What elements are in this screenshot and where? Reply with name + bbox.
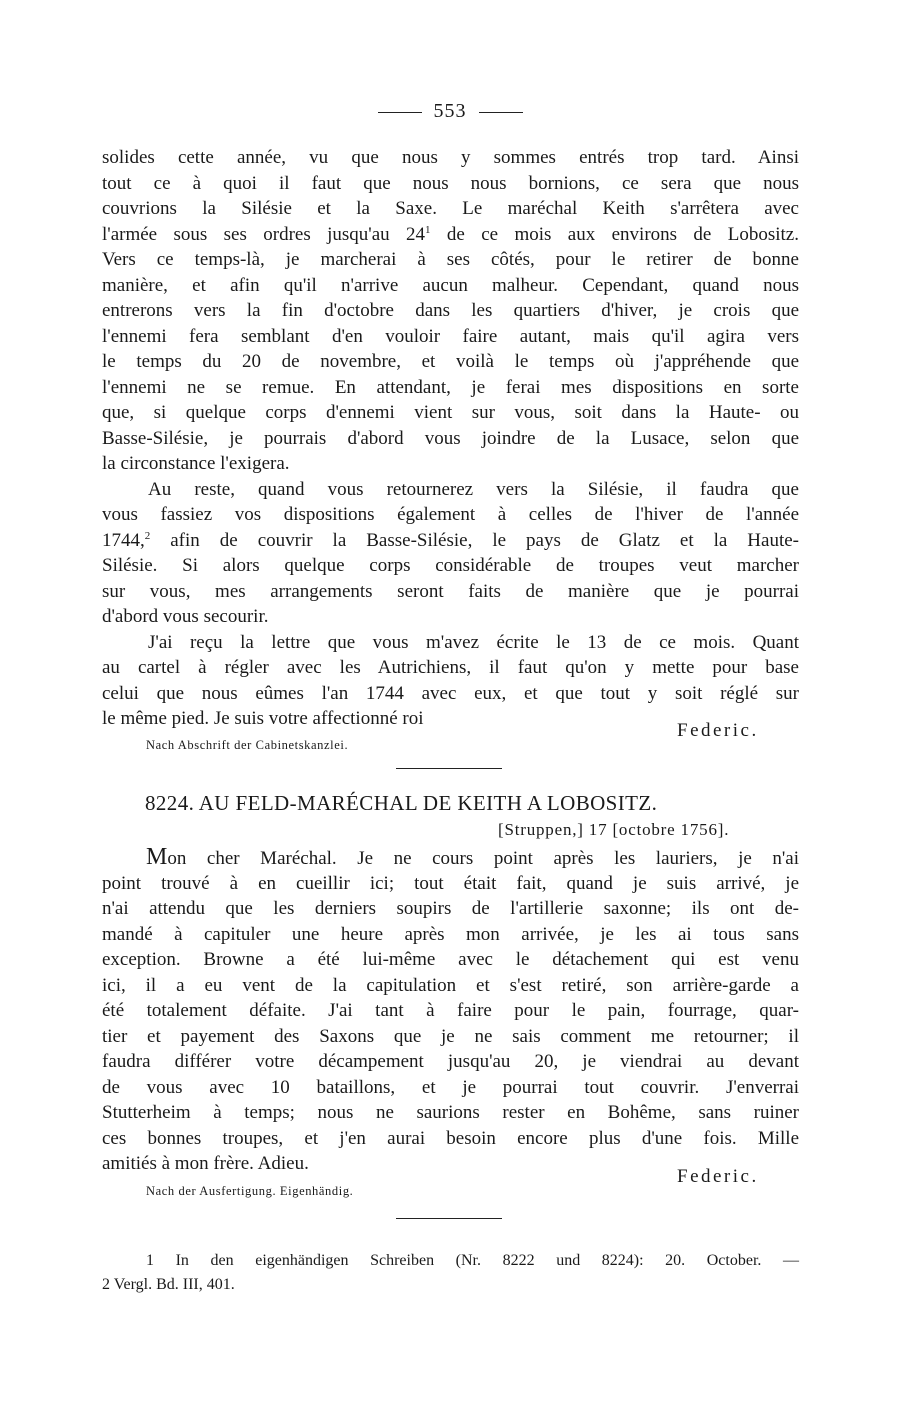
text-line: ici, il a eu vent de la capitulation et s'est retiré, son arrière-garde a <box>102 974 799 996</box>
letter-heading: 8224. AU FELD-MARÉCHAL DE KEITH A LOBOSITZ. <box>145 791 658 815</box>
footnotes <box>102 1249 799 1297</box>
page-number: 553 <box>0 100 900 123</box>
text-line: n'ai attendu que les derniers soupirs de l'artillerie saxonne; ils ont de- <box>102 898 799 919</box>
letter-body-2 <box>102 845 799 1177</box>
source-note-2: Nach der Ausfertigung. Eigenhändig. <box>146 1184 354 1198</box>
text-line: couvrions la Silésie et la Saxe. Le maréchal Keith s'arrêtera avec <box>102 198 799 219</box>
text-line: entrerons vers la fin d'octobre dans les quartiers d'hiver, je crois que <box>102 300 799 321</box>
text-line: Basse-Silésie, je pourrais d'abord vous joindre de la Lusace, selon que <box>102 427 799 449</box>
text-line: de vous avec 10 bataillons, et je pourrai tout couvrir. J'enverrai <box>102 1076 799 1098</box>
footnote-ref-1: 1 <box>425 223 431 236</box>
page-number-dash-right <box>479 112 523 113</box>
text-line: l'ennemi ne se remue. En attendant, je ferai mes dispositions en sorte <box>102 376 799 398</box>
text-line: sur vous, mes arrangements seront faits de manière que je pourrai <box>102 580 799 602</box>
footnote-1: 1 In den eigenhändigen Schreiben (Nr. 8222 und 8224): 20. October. — <box>146 1252 799 1269</box>
source-note-1: Nach Abschrift der Cabinetskanzlei. <box>146 738 349 752</box>
footnote-ref-2: 2 <box>144 529 151 542</box>
section-divider-2 <box>396 1218 502 1219</box>
text-line: Vers ce temps-là, je marcherai à ses côtés, pour le retirer de bonne <box>102 249 799 270</box>
text-line: amitiés à mon frère. Adieu. <box>102 1153 309 1174</box>
text-line: 1744,$^2$ afin de couvrir la Basse-Silésie, le pays de Glatz et la Haute- <box>102 529 799 551</box>
text-line: manière, et afin qu'il n'arrive aucun malheur. Cependant, quand nous <box>102 274 799 296</box>
page-number-dash-left <box>378 112 422 113</box>
text-line: solides cette année, vu que nous y sommes entrés trop tard. Ainsi <box>102 147 799 168</box>
text-line: celui que nous eûmes l'an 1744 avec eux, et que tout y soit réglé sur <box>102 682 799 704</box>
section-divider-1 <box>396 768 502 769</box>
text-line: Au reste, quand vous retournerez vers la Silésie, il faudra que <box>148 478 799 500</box>
text-line: point trouvé à en cueillir ici; tout était fait, quand je suis arrivé, je <box>102 872 799 894</box>
text-line: Silésie. Si alors quelque corps considérable de troupes veut marcher <box>102 555 799 576</box>
text-line: l'armée sous ses ordres jusqu'au $24^1$ de ce mois aux environs de Lobositz. <box>102 223 799 245</box>
text-line: le même pied. Je suis votre affectionné roi <box>102 708 424 729</box>
text-line: vous fassiez vos dispositions également à celles de l'hiver de l'année <box>102 504 799 525</box>
text-line: la circonstance l'exigera. <box>102 453 290 474</box>
text-line: tout ce à quoi il faut que nous nous bornions, ce sera que nous <box>102 172 799 194</box>
text-line: mandé à capituler une heure après mon arrivée, je les ai tous sans <box>102 923 799 945</box>
footnote-2: 2 Vergl. Bd. III, 401. <box>102 1276 235 1293</box>
text-line: été totalement défaite. J'ai tant à faire pour le pain, fourrage, quar- <box>102 1000 799 1021</box>
signature-1: Federic. <box>677 720 759 741</box>
letter-dateline: [Struppen,] 17 [octobre 1756]. <box>498 820 730 839</box>
text-line: d'abord vous secourir. <box>102 606 269 627</box>
text-line: J'ai reçu la lettre que vous m'avez écrite le 13 de ce mois. Quant <box>148 631 799 653</box>
text-line: faudra différer votre décampement jusqu'au 20, je viendrai au devant <box>102 1051 799 1072</box>
drop-cap: M <box>146 844 168 870</box>
signature-2: Federic. <box>677 1166 759 1187</box>
text-line: le temps du 20 de novembre, et voilà le temps où j'appréhende que <box>102 351 799 372</box>
text-line: ces bonnes troupes, et j'en aurai besoin encore plus d'une fois. Mille <box>102 1127 799 1149</box>
text-line: Mon cher Maréchal. Je ne cours point après les lauriers, je n'ai <box>146 844 799 870</box>
text-line: tier et payement des Saxons que je ne sais comment me retourner; il <box>102 1025 799 1047</box>
text-line: Stutterheim à temps; nous ne saurions rester en Bohême, sans ruiner <box>102 1102 799 1123</box>
text-line: au cartel à régler avec les Autrichiens, il faut qu'on y mette pour base <box>102 657 799 678</box>
letter-body-1 <box>102 145 799 732</box>
text-line: que, si quelque corps d'ennemi vient sur vous, soit dans la Haute- ou <box>102 402 799 423</box>
text-line: l'ennemi fera semblant d'en vouloir faire autant, mais qu'il agira vers <box>102 325 799 347</box>
text-line: exception. Browne a été lui-même avec le détachement qui est venu <box>102 949 799 970</box>
